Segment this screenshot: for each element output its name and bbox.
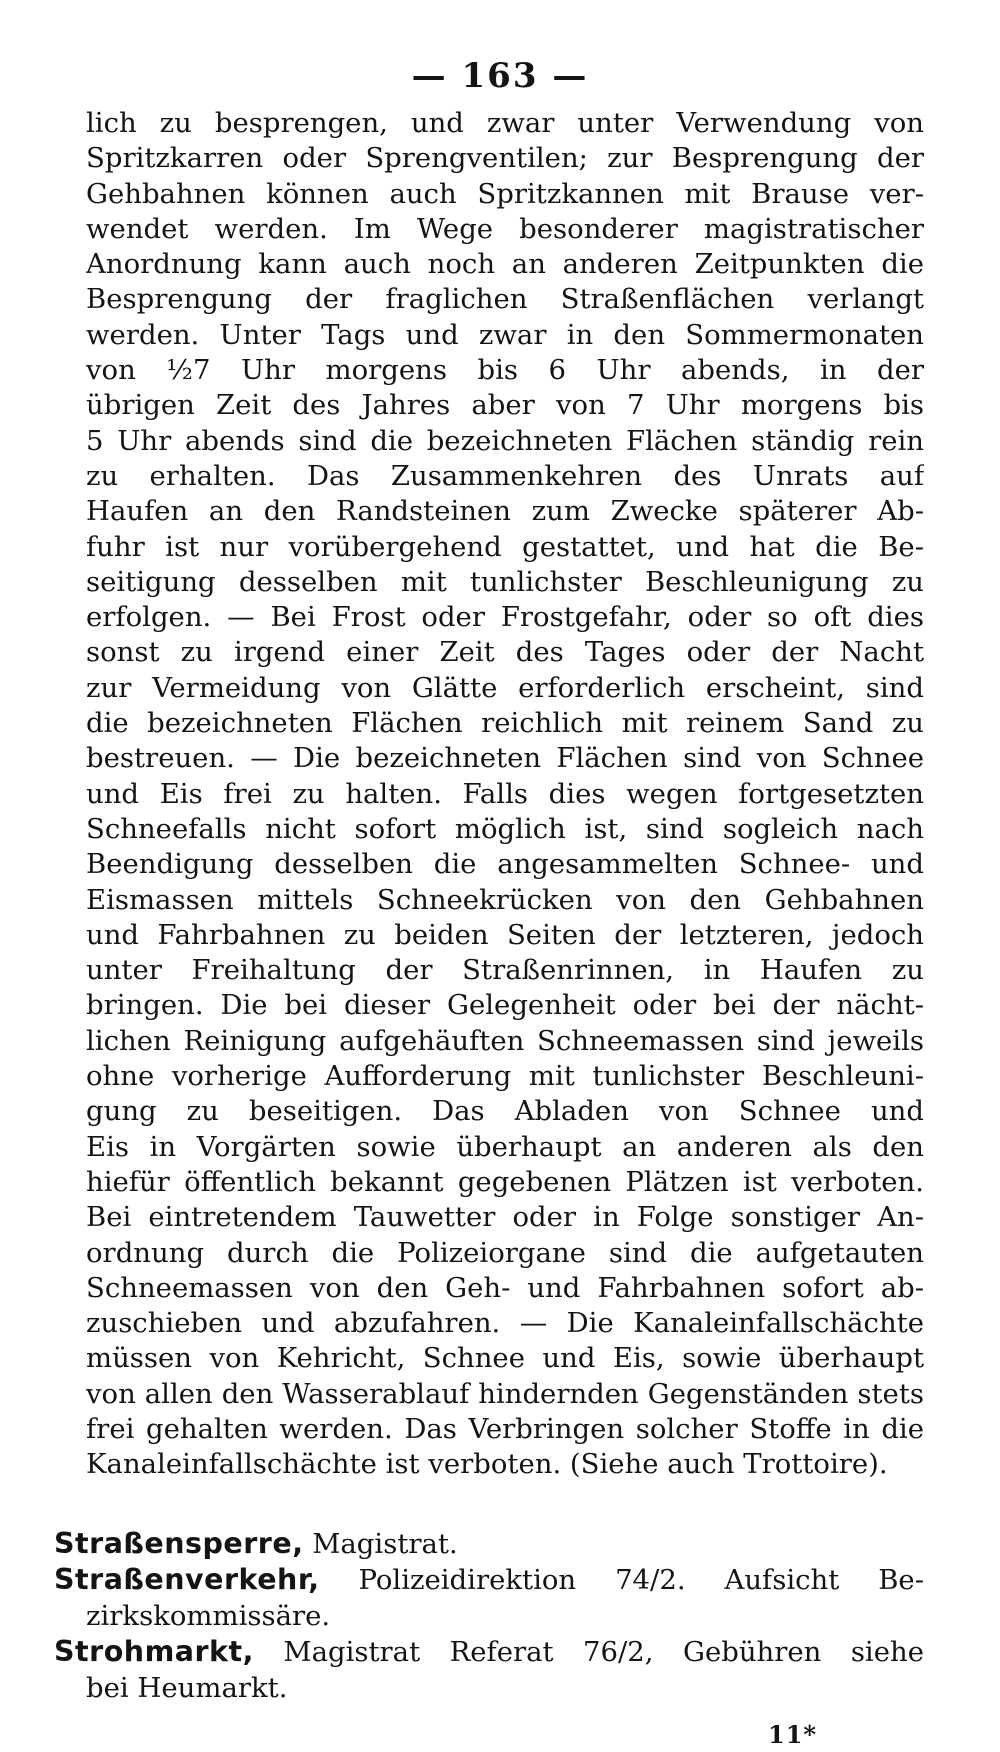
text-line: Haufen an den Randsteinen zum Zwecke späterer Ab- (86, 495, 924, 528)
text-line: Anordnung kann auch noch an anderen Zeitpunkten die (86, 248, 924, 281)
text-line: die bezeichneten Flächen reichlich mit reinem Sand zu (86, 707, 924, 740)
entry-line (54, 1526, 924, 1562)
text-line: Gehbahnen können auch Spritzkannen mit Brause ver- (86, 177, 924, 210)
text-line: lichen Reinigung aufgehäuften Schneemassen sind jeweils (86, 1024, 924, 1057)
text-line: Schneemassen von den Geh- und Fahrbahnen sofort ab- (86, 1271, 924, 1304)
entry-continuation: zirkskommissäre. (86, 1600, 331, 1632)
text-line: gung zu beseitigen. Das Abladen von Schnee und (86, 1095, 924, 1128)
entry-term: Strohmarkt, (54, 1635, 254, 1668)
text-line: Besprengung der fraglichen Straßenflächen verlangt (86, 283, 924, 316)
text-line: Spritzkarren oder Sprengventilen; zur Besprengung der (86, 142, 924, 175)
text-line: bestreuen. — Die bezeichneten Flächen sind von Schnee (86, 742, 924, 775)
text-line: von ½7 Uhr morgens bis 6 Uhr abends, in der (86, 354, 924, 387)
body-paragraph (86, 106, 924, 1483)
entry-text: Polizeidirektion 74/2. Aufsicht Be- (319, 1564, 924, 1596)
index-entry-strassenverkehr (54, 1562, 924, 1634)
signature-mark: 11* (768, 1720, 817, 1749)
text-line: Eismassen mittels Schneekrücken von den Gehbahnen (86, 883, 924, 916)
text-line: werden. Unter Tags und zwar in den Sommermonaten (86, 318, 924, 351)
text-line: zu erhalten. Das Zusammenkehren des Unrats auf (86, 459, 924, 492)
entry-term: Straßensperre, (54, 1527, 304, 1560)
text-line: und Fahrbahnen zu beiden Seiten der letzteren, jedoch (86, 918, 924, 951)
text-line: bringen. Die bei dieser Gelegenheit oder bei der nächt- (86, 989, 924, 1022)
entry-line (54, 1562, 924, 1598)
entry-term: Straßenverkehr, (54, 1563, 320, 1596)
text-line: Kanaleinfallschächte ist verboten. (Siehe auch Trottoire). (86, 1448, 888, 1481)
text-line: zuschieben und abzufahren. — Die Kanaleinfallschächte (86, 1307, 924, 1340)
entry-text: Magistrat Referat 76/2, Gebühren siehe (253, 1636, 924, 1668)
text-line: und Eis frei zu halten. Falls dies wegen fortgesetzten (86, 777, 924, 810)
index-entry-strohmarkt (54, 1634, 924, 1706)
text-line: Schneefalls nicht sofort möglich ist, sind sogleich nach (86, 812, 924, 845)
text-line: hiefür öffentlich bekannt gegebenen Plätzen ist verboten. (86, 1165, 924, 1198)
text-line: ohne vorherige Aufforderung mit tunlichster Beschleuni- (86, 1060, 924, 1093)
text-line: seitigung desselben mit tunlichster Beschleunigung zu (86, 565, 924, 598)
text-line: unter Freihaltung der Straßenrinnen, in Haufen zu (86, 954, 924, 987)
text-line: wendet werden. Im Wege besonderer magistratischer (86, 212, 924, 245)
text-line: frei gehalten werden. Das Verbringen solcher Stoffe in die (86, 1412, 924, 1445)
index-entries (54, 1526, 924, 1706)
text-line: zur Vermeidung von Glätte erforderlich erscheint, sind (86, 671, 924, 704)
text-line: sonst zu irgend einer Zeit des Tages oder der Nacht (86, 636, 924, 669)
text-line: müssen von Kehricht, Schnee und Eis, sowie überhaupt (86, 1342, 924, 1375)
entry-text: Magistrat. (303, 1528, 458, 1560)
text-line: fuhr ist nur vorübergehend gestattet, und hat die Be- (86, 530, 924, 563)
index-entry-strassensperre (54, 1526, 924, 1562)
text-line: Beendigung desselben die angesammelten Schnee- und (86, 848, 924, 881)
text-line: 5 Uhr abends sind die bezeichneten Flächen ständig rein (86, 424, 924, 457)
text-line: lich zu besprengen, und zwar unter Verwendung von (86, 107, 924, 139)
entry-continuation: bei Heumarkt. (86, 1672, 288, 1704)
text-line: übrigen Zeit des Jahres aber von 7 Uhr morgens bis (86, 389, 924, 422)
text-line: Eis in Vorgärten sowie überhaupt an anderen als den (86, 1130, 924, 1163)
text-line: ordnung durch die Polizeiorgane sind die aufgetauten (86, 1236, 924, 1269)
entry-line (54, 1634, 924, 1670)
text-line: Bei eintretendem Tauwetter oder in Folge sonstiger An- (86, 1201, 924, 1234)
text-line: erfolgen. — Bei Frost oder Frostgefahr, oder so oft dies (86, 601, 924, 634)
text-line: von allen den Wasserablauf hindernden Gegenständen stets (86, 1377, 924, 1410)
page-number: — 163 — (411, 56, 589, 96)
